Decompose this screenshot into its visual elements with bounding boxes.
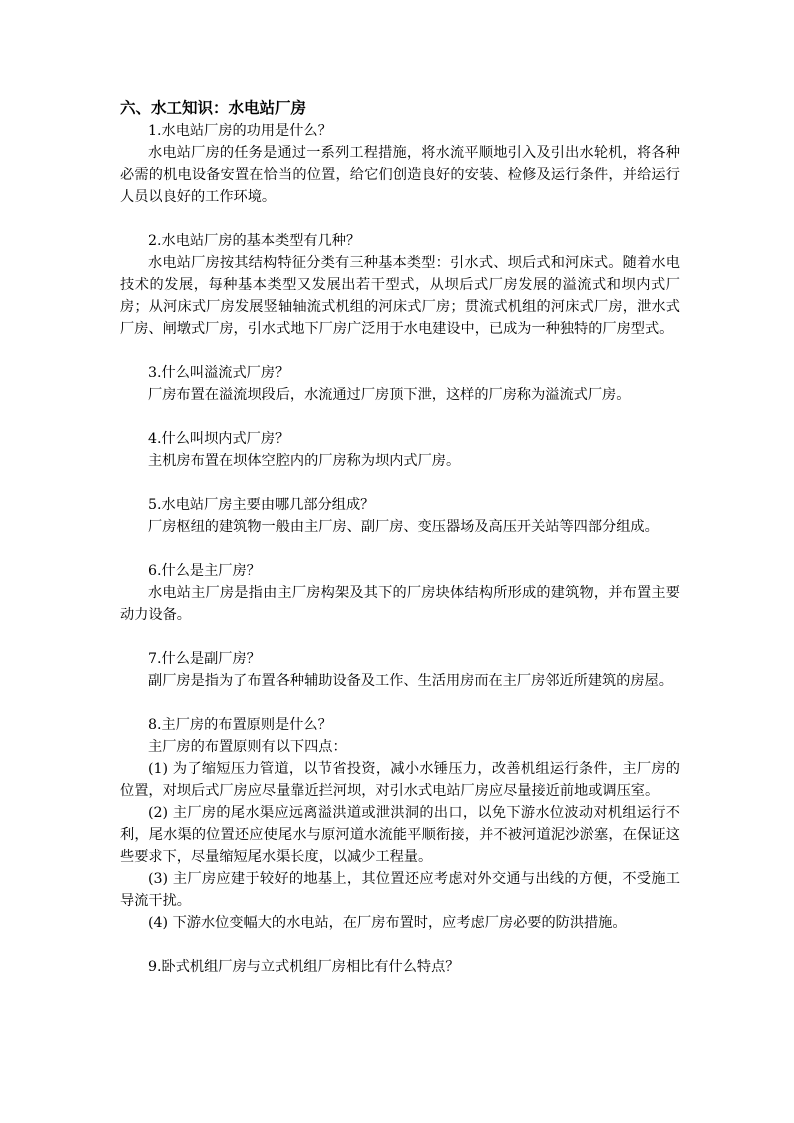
question-3: 3.什么叫溢流式厂房？ xyxy=(148,365,290,381)
question-5: 5.水电站厂房主要由哪几部分组成？ xyxy=(148,497,375,513)
question-9: 9.卧式机组厂房与立式机组厂房相比有什么特点？ xyxy=(148,959,460,975)
question-8: 8.主厂房的布置原则是什么？ xyxy=(148,717,332,733)
section-title: 六、水工知识：水电站厂房 xyxy=(120,99,307,117)
question-2: 2.水电站厂房的基本类型有几种？ xyxy=(148,233,361,249)
answer-4: 主机房布置在坝体空腔内的厂房称为坝内式厂房。 xyxy=(148,453,461,469)
answer-7: 副厂房是指为了布置各种辅助设备及工作、生活用房而在主厂房邻近所建筑的房屋。 xyxy=(148,673,673,689)
qa-section-7 xyxy=(120,648,680,692)
document-body xyxy=(120,96,680,978)
qa-section-2 xyxy=(120,230,680,340)
qa-section-8 xyxy=(120,714,680,934)
answer-2: 水电站厂房按其结构特征分类有三种基本类型：引水式、坝后式和河床式。随着水电技术的发展，每种基本类型又发展出若干型式，从坝后式厂房发展的溢流式和坝内式厂房；从河床式厂房发展竖轴轴流式机组的河床式厂房；贯流式机组的河床式厂房，泄水式厂房、闸墩式厂房，引水式地下厂房广泛用于水电建设中，已成为一种独特的厂房型式。 xyxy=(120,255,680,337)
answer-6: 水电站主厂房是指由主厂房构架及其下的厂房块体结构所形成的建筑物，并布置主要动力设备。 xyxy=(120,585,680,623)
qa-section-4 xyxy=(120,428,680,472)
question-6: 6.什么是主厂房？ xyxy=(148,563,261,579)
answer-8-item-4: (4) 下游水位变幅大的水电站，在厂房布置时，应考虑厂房必要的防洪措施。 xyxy=(148,915,627,931)
answer-1: 水电站厂房的任务是通过一系列工程措施，将水流平顺地引入及引出水轮机，将各种必需的机电设备安置在恰当的位置，给它们创造良好的安装、检修及运行条件，并给运行人员以良好的工作环境。 xyxy=(120,145,680,205)
question-7: 7.什么是副厂房？ xyxy=(148,651,261,667)
question-4: 4.什么叫坝内式厂房？ xyxy=(148,431,290,447)
question-1: 1.水电站厂房的功用是什么？ xyxy=(148,123,332,139)
answer-5: 厂房枢纽的建筑物一般由主厂房、副厂房、变压器场及高压开关站等四部分组成。 xyxy=(148,519,659,535)
answer-8-intro: 主厂房的布置原则有以下四点： xyxy=(148,739,347,755)
qa-section-1 xyxy=(120,120,680,208)
qa-section-9 xyxy=(120,956,680,978)
answer-8-item-2: (2) 主厂房的尾水渠应远离溢洪道或泄洪洞的出口，以免下游水位波动对机组运行不利，尾水渠的位置还应使尾水与原河道水流能平顺衔接，并不被河道泥沙淤塞，在保证这些要求下，尽量缩短尾水渠长度，以减少工程量。 xyxy=(120,805,680,865)
qa-section-5 xyxy=(120,494,680,538)
qa-section-6 xyxy=(120,560,680,626)
answer-8-item-1: (1) 为了缩短压力管道，以节省投资，减小水锤压力，改善机组运行条件，主厂房的位置，对坝后式厂房应尽量靠近拦河坝，对引水式电站厂房应尽量接近前地或调压室。 xyxy=(120,761,680,799)
answer-8-item-3: (3) 主厂房应建于较好的地基上，其位置还应考虑对外交通与出线的方便，不受施工导流干扰。 xyxy=(120,871,680,909)
qa-section-3 xyxy=(120,362,680,406)
answer-3: 厂房布置在溢流坝段后，水流通过厂房顶下泄，这样的厂房称为溢流式厂房。 xyxy=(148,387,631,403)
